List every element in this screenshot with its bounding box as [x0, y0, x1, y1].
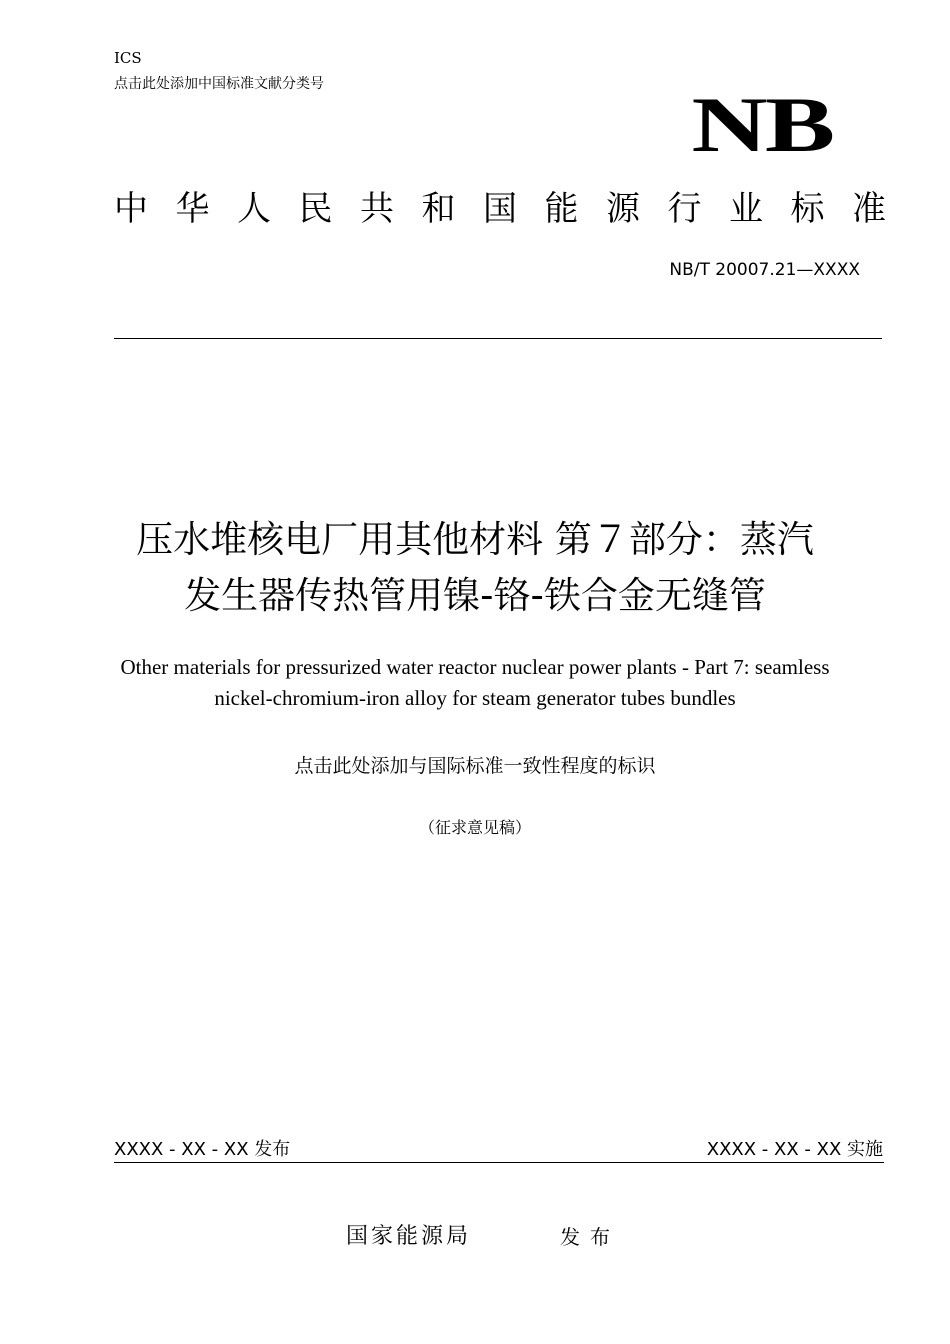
standard-name-char: 行 — [667, 189, 702, 229]
ics-label: ICS — [114, 49, 142, 67]
standard-name-char: 民 — [298, 189, 333, 229]
chinese-title-line-2: 发生器传热管用镍-铬-铁合金无缝管 — [184, 574, 766, 617]
standard-name-char: 中 — [114, 189, 148, 229]
standard-name-char: 和 — [421, 189, 456, 229]
standard-name-char: 源 — [606, 189, 640, 229]
standard-number: NB/T 20007.21—XXXX — [669, 260, 860, 280]
chinese-title-line-1: 压水堆核电厂用其他材料 第７部分：蒸汽 — [136, 518, 814, 561]
issue-label: 发布 — [560, 1225, 620, 1249]
standard-name-char: 华 — [175, 189, 210, 229]
standard-name-char: 共 — [360, 189, 394, 229]
nb-logo: NB — [691, 81, 832, 168]
consistency-placeholder[interactable]: 点击此处添加与国际标准一致性程度的标识 — [294, 755, 656, 777]
classification-placeholder[interactable]: 点击此处添加中国标准文献分类号 — [114, 76, 324, 92]
standard-name-char: 能 — [544, 189, 579, 229]
standard-name-char: 国 — [483, 189, 517, 229]
draft-status: （征求意见稿） — [418, 818, 531, 837]
standard-name-char: 标 — [790, 189, 825, 229]
english-title-line-2: nickel-chromium-iron alloy for steam generator tubes bundles — [214, 686, 736, 710]
footer-divider — [114, 1162, 884, 1163]
english-title-line-1: Other materials for pressurized water reactor nuclear power plants - Part 7: seamless — [120, 655, 830, 679]
standard-name — [114, 186, 886, 232]
header-divider — [114, 338, 882, 339]
standard-name-char: 业 — [729, 189, 763, 229]
issuer-name: 国家能源局 — [346, 1224, 472, 1249]
standard-name-char: 准 — [852, 189, 886, 229]
implement-date: XXXX - XX - XX 实施 — [706, 1139, 883, 1160]
publish-date: XXXX - XX - XX 发布 — [114, 1139, 291, 1160]
standard-name-char: 人 — [237, 189, 271, 229]
